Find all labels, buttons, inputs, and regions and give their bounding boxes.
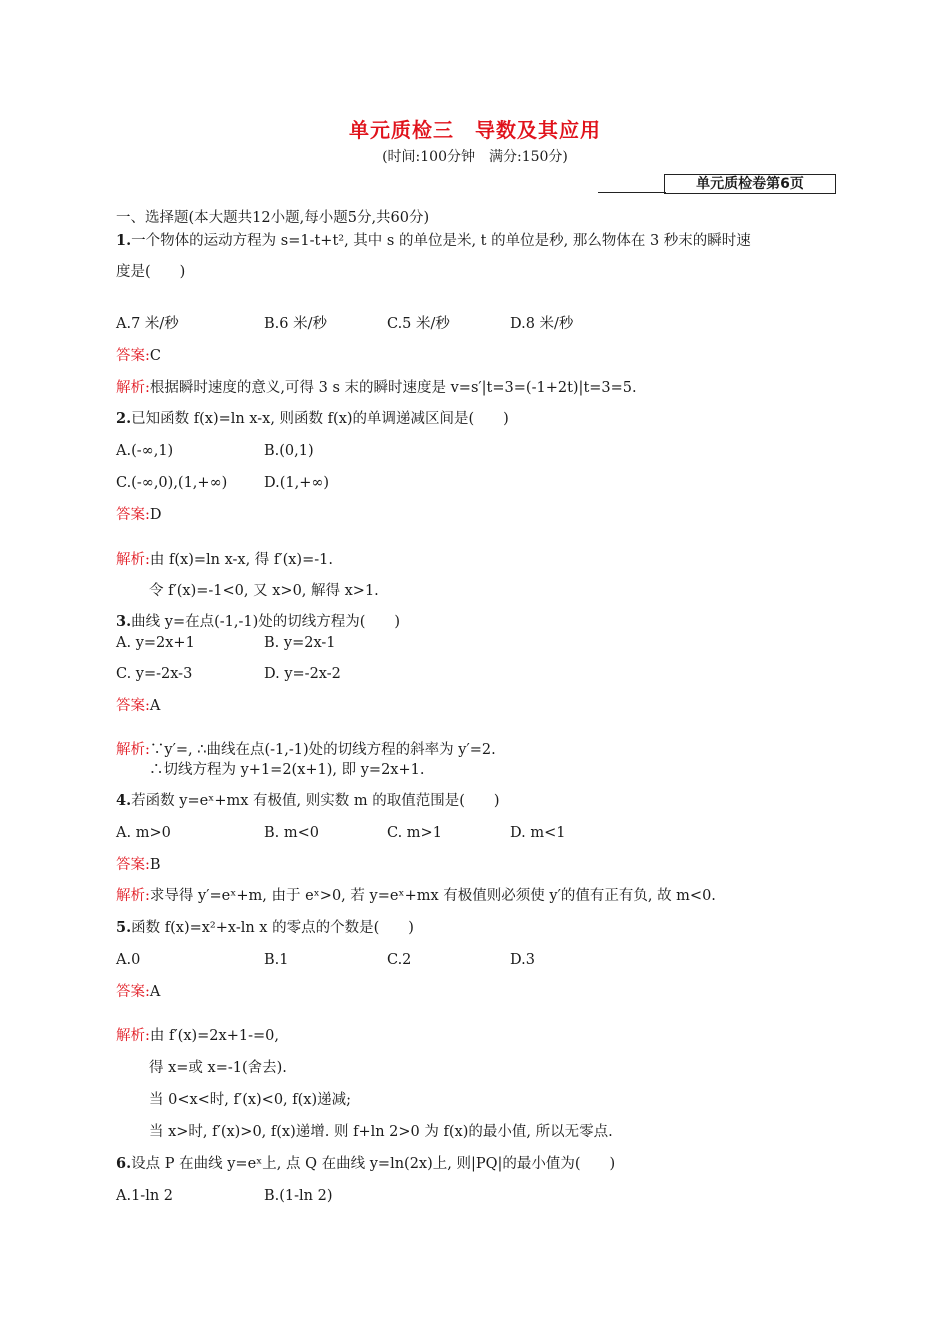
option-d: D.8 米/秒 [510, 316, 574, 332]
option-a: A.1-ln 2 [116, 1188, 174, 1204]
option-a: A.0 [116, 952, 141, 968]
analysis-label: 解析: [116, 742, 150, 758]
question-1-stem [116, 231, 751, 251]
ref-underline [598, 192, 666, 193]
option-b: B.(0,1) [264, 443, 314, 459]
answer-label: 答案: [116, 348, 150, 364]
option-a: A. y=2x+1 [116, 635, 195, 651]
question-number: 5. [116, 919, 132, 936]
question-number: 6. [116, 1155, 132, 1172]
answer-line [116, 855, 161, 875]
question-text: 设点 P 在曲线 y=eˣ上, 点 Q 在曲线 y=ln(2x)上, 则|PQ|的最小值为( ) [131, 1156, 616, 1172]
analysis-text-cont: 令 f′(x)=-1<0, 又 x>0, 解得 x>1. [149, 583, 379, 599]
option-d: D. y=-2x-2 [264, 666, 341, 682]
option-a: A.(-∞,1) [116, 443, 174, 459]
question-6-stem [116, 1154, 615, 1174]
answer-value: C [149, 348, 161, 364]
option-b: B.6 米/秒 [264, 316, 327, 332]
answer-label: 答案: [116, 984, 150, 1000]
analysis-text: 求导得 y′=eˣ+m, 由于 eˣ>0, 若 y=eˣ+mx 有极值则必须使 y′的值有正有负, 故 m<0. [149, 888, 716, 904]
analysis-line [116, 886, 716, 906]
question-1-stem-cont: 度是( ) [116, 264, 186, 280]
analysis-text-cont: 得 x=或 x=-1(舍去). [149, 1060, 287, 1076]
option-b: B. m<0 [264, 825, 319, 841]
question-3-stem [116, 612, 400, 632]
question-text: 函数 f(x)=x²+x-ln x 的零点的个数是( ) [131, 920, 414, 936]
analysis-line [116, 550, 333, 570]
option-b: B.1 [264, 952, 289, 968]
answer-value: A [149, 698, 161, 714]
page-title: 单元质检三 导数及其应用 [349, 118, 601, 142]
question-5-stem [116, 918, 414, 938]
answer-label: 答案: [116, 698, 150, 714]
option-c: C. y=-2x-3 [116, 666, 193, 682]
page-subtitle: (时间:100分钟 满分:150分) [382, 149, 568, 165]
question-text: 若函数 y=eˣ+mx 有极值, 则实数 m 的取值范围是( ) [131, 793, 500, 809]
option-c: C.2 [387, 952, 412, 968]
section-heading: 一、选择题(本大题共12小题,每小题5分,共60分) [116, 210, 430, 226]
answer-line [116, 505, 162, 525]
question-number: 2. [116, 410, 132, 427]
answer-line [116, 696, 160, 716]
analysis-label: 解析: [116, 888, 150, 904]
option-c: C. m>1 [387, 825, 442, 841]
analysis-line [116, 740, 496, 760]
question-number: 1. [116, 232, 132, 249]
answer-label: 答案: [116, 507, 150, 523]
analysis-label: 解析: [116, 380, 150, 396]
option-d: D. m<1 [510, 825, 566, 841]
question-text: 曲线 y=在点(-1,-1)处的切线方程为( ) [131, 614, 401, 630]
question-text: 已知函数 f(x)=ln x-x, 则函数 f(x)的单调递减区间是( ) [131, 411, 509, 427]
option-b: B. y=2x-1 [264, 635, 336, 651]
answer-value: B [149, 857, 161, 873]
question-number: 4. [116, 792, 132, 809]
analysis-line [116, 1026, 279, 1046]
option-d: D.(1,+∞) [264, 475, 330, 491]
option-a: A. m>0 [116, 825, 171, 841]
option-a: A.7 米/秒 [116, 316, 179, 332]
analysis-label: 解析: [116, 1028, 150, 1044]
option-c: C.5 米/秒 [387, 316, 450, 332]
option-d: D.3 [510, 952, 535, 968]
question-number: 3. [116, 613, 132, 630]
analysis-text-cont: ∴切线方程为 y+1=2(x+1), 即 y=2x+1. [149, 762, 425, 778]
option-c: C.(-∞,0),(1,+∞) [116, 475, 228, 491]
analysis-label: 解析: [116, 552, 150, 568]
analysis-text: 由 f′(x)=2x+1-=0, [149, 1028, 279, 1044]
analysis-text-cont: 当 x>时, f′(x)>0, f(x)递增. 则 f+ln 2>0 为 f(x)的最小值, 所以无零点. [149, 1124, 613, 1140]
question-2-stem [116, 409, 509, 429]
answer-value: D [149, 507, 162, 523]
answer-line [116, 346, 161, 366]
analysis-text: ∵y′=, ∴曲线在点(-1,-1)处的切线方程的斜率为 y′=2. [149, 742, 496, 758]
answer-line [116, 982, 160, 1002]
question-text: 一个物体的运动方程为 s=1-t+t², 其中 s 的单位是米, t 的单位是秒, 那么物体在 3 秒末的瞬时速 [131, 233, 751, 249]
answer-value: A [149, 984, 161, 1000]
analysis-text-cont: 当 0<x<时, f′(x)<0, f(x)递减; [149, 1092, 352, 1108]
option-b: B.(1-ln 2) [264, 1188, 333, 1204]
analysis-text: 由 f(x)=ln x-x, 得 f′(x)=-1. [149, 552, 333, 568]
question-4-stem [116, 791, 500, 811]
analysis-text: 根据瞬时速度的意义,可得 3 s 末的瞬时速度是 v=s′|t=3=(-1+2t)|t=3=5. [149, 380, 637, 396]
answer-label: 答案: [116, 857, 150, 873]
analysis-line [116, 378, 637, 398]
page-ref-box: 单元质检卷第6页 [664, 174, 836, 194]
